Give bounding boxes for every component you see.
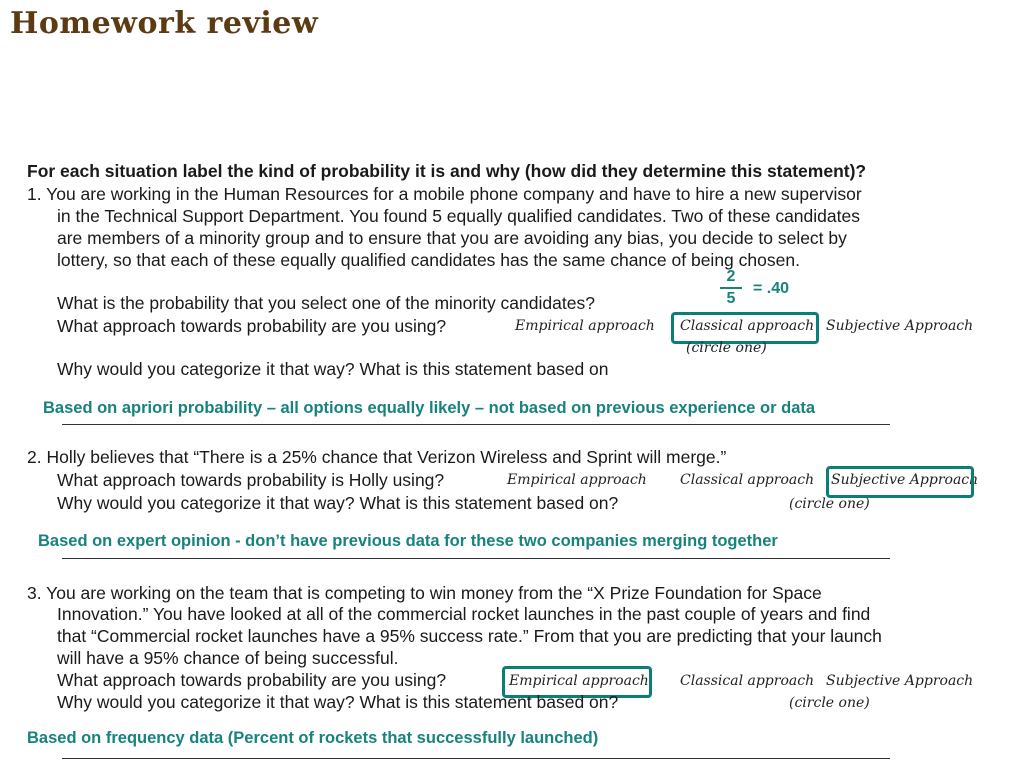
q1-text-line: 1. You are working in the Human Resources for a mobile phone company and have to hire a new supervisor [27, 184, 862, 204]
q1-why-question: Why would you categorize it that way? What is this statement based on [57, 359, 609, 379]
q3-text-line: that “Commercial rocket launches have a 95% success rate.” From that you are predicting that your launch [57, 626, 882, 646]
q1-answer: Based on apriori probability – all options equally likely – not based on previous experience or data [43, 399, 816, 417]
q3-why-question: Why would you categorize it that way? What is this statement based on? [57, 692, 619, 712]
q2-answer-circle [826, 466, 974, 498]
q1-choice-subjective: Subjective Approach [826, 318, 974, 334]
q1-result: = .40 [753, 280, 790, 297]
q1-probability-question: What is the probability that you select one of the minority candidates? [57, 293, 595, 313]
q2-answer-line [62, 558, 890, 559]
q2-choice-classical: Classical approach [680, 472, 815, 488]
q1-answer-line [62, 424, 890, 425]
q3-answer: Based on frequency data (Percent of rockets that successfully launched) [27, 729, 599, 747]
q2-why-question: Why would you categorize it that way? What is this statement based on? [57, 493, 619, 513]
q3-choice-empirical: Empirical approach [509, 673, 649, 689]
q1-choice-empirical: Empirical approach [515, 318, 655, 334]
q3-approach-question: What approach towards probability are you using? [57, 670, 447, 690]
q3-choice-subjective: Subjective Approach [826, 673, 974, 689]
q1-text-line: are members of a minority group and to ensure that you are avoiding any bias, you decide to select by [57, 228, 847, 248]
q2-circle-one: (circle one) [789, 496, 870, 512]
q1-numerator: 2 [726, 268, 736, 285]
q1-circle-one: (circle one) [686, 340, 767, 356]
q2-choice-subjective: Subjective Approach [831, 472, 979, 488]
q1-text-line: in the Technical Support Department. You found 5 equally qualified candidates. Two of these candidates [57, 206, 860, 226]
q3-text-line: 3. You are working on the team that is competing to win money from the “X Prize Foundation for Space [27, 583, 822, 603]
q1-text-line: lottery, so that each of these equally qualified candidates has the same chance of being chosen. [57, 250, 800, 270]
q3-text-line: Innovation.” You have looked at all of the commercial rocket launches in the past couple of years and find [57, 604, 871, 624]
q2-answer: Based on expert opinion - don’t have previous data for these two companies merging together [38, 532, 778, 550]
q3-circle-one: (circle one) [789, 695, 870, 711]
fraction-bar [720, 287, 742, 289]
q3-answer-line [62, 758, 890, 759]
q3-choice-classical: Classical approach [680, 673, 815, 689]
instructions: For each situation label the kind of probability it is and why (how did they determine this statement)? [27, 161, 867, 181]
q2-text-line: 2. Holly believes that “There is a 25% chance that Verizon Wireless and Sprint will merge.” [27, 447, 727, 467]
q2-choice-empirical: Empirical approach [507, 472, 647, 488]
q1-fraction [720, 268, 742, 308]
q1-choice-classical: Classical approach [680, 318, 815, 334]
page-title: Homework review [10, 6, 319, 41]
q1-approach-question: What approach towards probability are you using? [57, 316, 447, 336]
q1-denominator: 5 [726, 290, 736, 307]
q3-text-line: will have a 95% chance of being successful. [57, 648, 399, 668]
q2-approach-question: What approach towards probability is Holly using? [57, 470, 445, 490]
